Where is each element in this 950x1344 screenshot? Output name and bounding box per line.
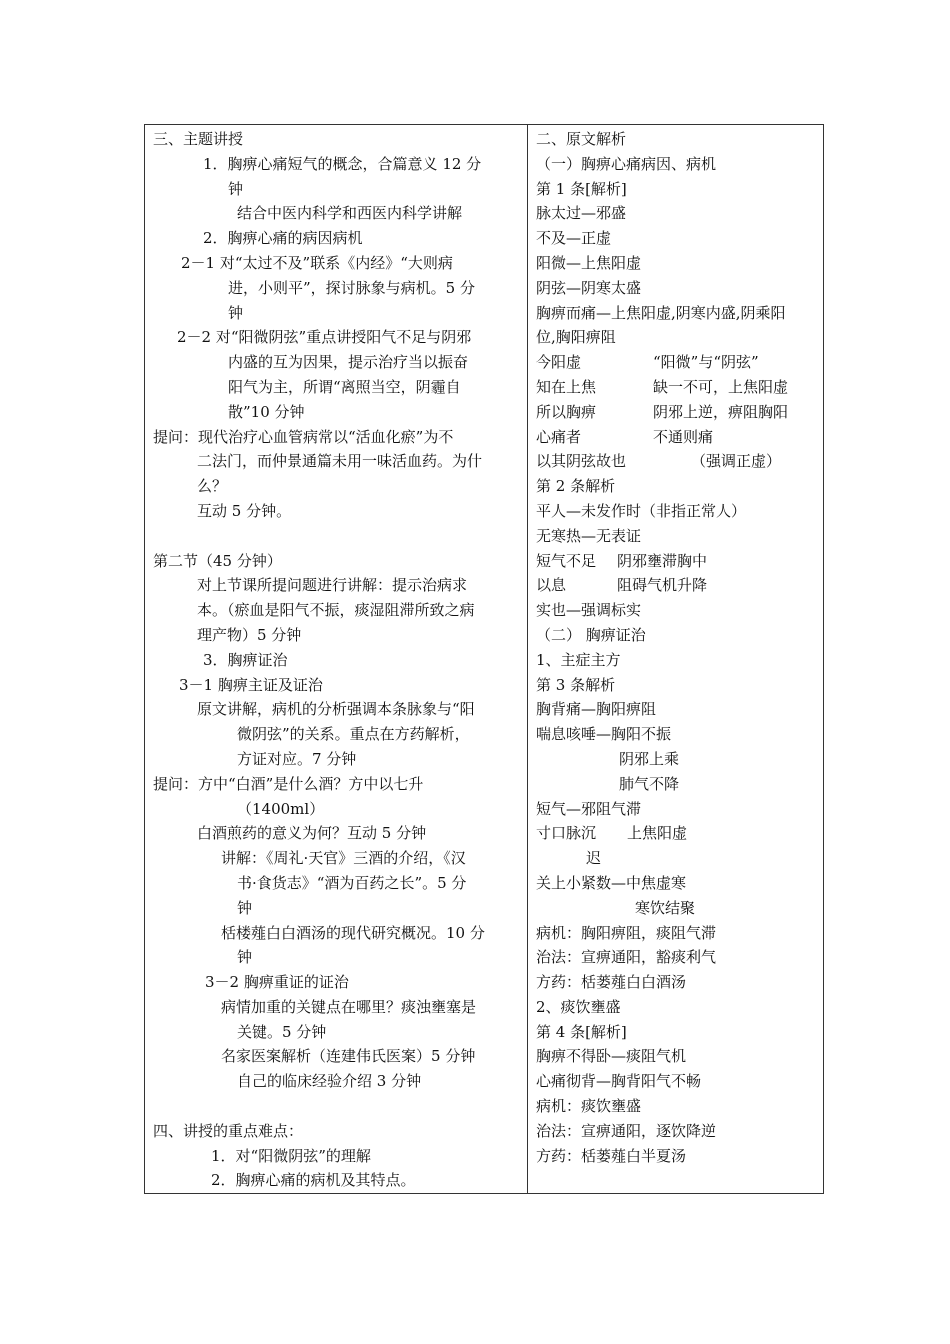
text-analysis-line <box>536 425 818 450</box>
text-analysis-line: 胸痹而痛—上焦阳虚,阴寒内盛,阴乘阳 <box>536 303 786 322</box>
text-analysis-line: 病机：胸阳痹阻，痰阻气滞 <box>536 923 717 942</box>
teaching-plan-line: 阳气为主，所谓“离照当空，阴霾自 <box>228 377 461 396</box>
teaching-plan-line: 名家医案解析（连建伟氏医案）5 分钟 <box>221 1047 476 1066</box>
text-analysis-line-right-part: （强调正虚） <box>691 452 782 471</box>
text-analysis-line-left-part: 以息 <box>536 576 567 595</box>
text-analysis-line-right-part: 不通则痛 <box>653 427 714 446</box>
teaching-plan-line: 本。（瘀血是阳气不振，痰湿阻滞所致之病 <box>197 601 475 620</box>
teaching-plan-line: 微阴弦”的关系。重点在方药解析， <box>237 725 470 744</box>
text-analysis-line: 心痛彻背—胸背阳气不畅 <box>536 1072 702 1091</box>
text-analysis-line-right-part: 缺一不可，上焦阳虚 <box>653 377 789 396</box>
teaching-plan-line: 理产物）5 分钟 <box>197 625 302 644</box>
teaching-plan-line: 2．胸痹心痛的病因病机 <box>203 229 363 248</box>
text-analysis-line <box>536 400 818 425</box>
text-analysis-line <box>536 821 818 846</box>
text-analysis-line: 不及—正虚 <box>536 229 612 248</box>
lesson-table <box>144 124 824 1194</box>
text-analysis-line <box>536 449 818 474</box>
text-analysis-line: 治法：宣痹通阳，逐饮降逆 <box>536 1121 717 1140</box>
text-analysis-line-right-part: 阴邪上逆，痹阻胸阳 <box>653 402 789 421</box>
text-analysis-line: 第 1 条[解析] <box>536 179 627 198</box>
text-analysis-line: 迟 <box>586 849 602 868</box>
teaching-plan-line: 钟 <box>228 179 244 198</box>
text-analysis-line <box>536 350 818 375</box>
text-analysis-line: 1、主症主方 <box>536 650 621 669</box>
teaching-plan-line: 第二节（45 分钟） <box>153 551 282 570</box>
teaching-plan-line: 栝楼薤白白酒汤的现代研究概况。10 分 <box>221 923 485 942</box>
teaching-plan-line: 自己的临床经验介绍 3 分钟 <box>237 1072 422 1091</box>
teaching-plan-line: 么？ <box>197 477 228 496</box>
text-analysis-line-left-part: 知在上焦 <box>536 377 597 396</box>
teaching-plan-line: 提问：现代治疗心血管病常以“活血化瘀”为不 <box>153 427 454 446</box>
teaching-plan-line: 1．胸痹心痛短气的概念，合篇意义 12 分 <box>203 154 482 173</box>
text-analysis-line-right-part: “阳微”与“阴弦” <box>653 353 759 372</box>
text-analysis-line: 喘息咳唾—胸阳不振 <box>536 725 672 744</box>
teaching-plan-line: 1．对“阳微阴弦”的理解 <box>211 1146 371 1165</box>
text-analysis-line-left-part: 以其阴弦故也 <box>536 452 627 471</box>
text-analysis-line: 阴弦—阴寒太盛 <box>536 278 642 297</box>
text-analysis-line: 肺气不降 <box>619 774 680 793</box>
teaching-plan-line: 3－1 胸痹主证及证治 <box>179 675 323 694</box>
text-analysis-line: 阳微—上焦阳虚 <box>536 253 642 272</box>
teaching-plan-line: 钟 <box>228 303 244 322</box>
teaching-plan-line: 互动 5 分钟。 <box>197 501 292 520</box>
text-analysis-line: 短气—邪阻气滞 <box>536 799 642 818</box>
teaching-plan-line: 三、主题讲授 <box>153 130 244 148</box>
text-analysis-line: （一）胸痹心痛病因、病机 <box>536 154 717 173</box>
teaching-plan-line: 原文讲解，病机的分析强调本条脉象与“阳 <box>197 700 475 719</box>
teaching-plan-line: 关键。5 分钟 <box>237 1022 327 1041</box>
text-analysis-line: 方药：栝蒌薤白白酒汤 <box>536 973 687 992</box>
teaching-plan-line: 2－1 对“太过不及”联系《内经》“大则病 <box>181 253 453 272</box>
text-analysis-line: 方药：栝蒌薤白半夏汤 <box>536 1146 687 1165</box>
teaching-plan-line: 二法门，而仲景通篇未用一味活血药。为什 <box>197 452 483 471</box>
text-analysis-line-left-part: 今阳虚 <box>536 353 582 372</box>
text-analysis-line: 病机：痰饮壅盛 <box>536 1097 642 1116</box>
teaching-plan-line: 3－2 胸痹重证的证治 <box>205 973 349 992</box>
teaching-plan-line: 书·食货志》“酒为百药之长”。5 分 <box>237 873 467 892</box>
text-analysis-line: 第 2 条解析 <box>536 477 616 496</box>
text-analysis-line <box>536 573 818 598</box>
text-analysis-line-right-part: 上焦阳虚 <box>627 824 688 843</box>
text-analysis-line-left-part: 寸口脉沉 <box>536 824 597 843</box>
text-analysis-line <box>536 375 818 400</box>
text-analysis-line: （二） 胸痹证治 <box>536 625 646 644</box>
text-analysis-line-right-part: 阻碍气机升降 <box>617 576 708 595</box>
teaching-plan-line: 方证对应。7 分钟 <box>237 749 357 768</box>
column-divider <box>527 125 528 1193</box>
text-analysis-line: 二、原文解析 <box>536 130 627 148</box>
teaching-plan-line: 3．胸痹证治 <box>203 650 288 669</box>
text-analysis-line: 寒饮结聚 <box>635 898 696 917</box>
teaching-plan-line: （1400ml） <box>237 799 325 818</box>
teaching-plan-line: 2－2 对“阳微阴弦”重点讲授阳气不足与阴邪 <box>177 328 472 347</box>
teaching-plan-line: 讲解：《周礼·天官》三酒的介绍，《汉 <box>221 849 466 868</box>
text-analysis-line: 2、痰饮壅盛 <box>536 997 621 1016</box>
text-analysis-line: 治法：宣痹通阳，豁痰利气 <box>536 948 717 967</box>
text-analysis-line: 位,胸阳痹阻 <box>536 328 616 347</box>
text-analysis-line-left-part: 心痛者 <box>536 427 582 446</box>
text-analysis-line: 阴邪上乘 <box>619 749 680 768</box>
teaching-plan-line: 病情加重的关键点在哪里？痰浊壅塞是 <box>221 997 477 1016</box>
teaching-plan-line: 内盛的互为因果，提示治疗当以振奋 <box>228 353 469 372</box>
text-analysis-line: 平人—未发作时（非指正常人） <box>536 501 747 520</box>
teaching-plan-line: 结合中医内科学和西医内科学讲解 <box>237 204 463 223</box>
left-column-teaching-plan <box>153 127 519 1193</box>
blank-line <box>153 1094 519 1119</box>
teaching-plan-line: 钟 <box>237 898 253 917</box>
teaching-plan-line: 四、讲授的重点难点： <box>153 1121 304 1140</box>
text-analysis-line-left-part: 短气不足 <box>536 551 597 570</box>
teaching-plan-line: 进，小则平”，探讨脉象与病机。5 分 <box>228 278 475 297</box>
teaching-plan-line: 钟 <box>237 948 253 967</box>
text-analysis-line: 脉太过—邪盛 <box>536 204 627 223</box>
blank-line <box>153 524 519 549</box>
teaching-plan-line: 散”10 分钟 <box>228 402 305 421</box>
text-analysis-line: 胸痹不得卧—痰阻气机 <box>536 1047 687 1066</box>
teaching-plan-line: 白酒煎药的意义为何？互动 5 分钟 <box>197 824 427 843</box>
text-analysis-line <box>536 549 818 574</box>
right-column-text-analysis <box>536 127 818 1168</box>
text-analysis-line: 关上小紧数—中焦虚寒 <box>536 873 687 892</box>
teaching-plan-line: 2．胸痹心痛的病机及其特点。 <box>211 1171 416 1190</box>
text-analysis-line: 实也—强调标实 <box>536 601 642 620</box>
text-analysis-line-left-part: 所以胸痹 <box>536 402 597 421</box>
text-analysis-line: 胸背痛—胸阳痹阻 <box>536 700 657 719</box>
text-analysis-line: 第 3 条解析 <box>536 675 616 694</box>
text-analysis-line: 第 4 条[解析] <box>536 1022 627 1041</box>
teaching-plan-line: 提问：方中“白酒”是什么酒？方中以七升 <box>153 774 424 793</box>
text-analysis-line-right-part: 阴邪壅滞胸中 <box>617 551 708 570</box>
teaching-plan-line: 对上节课所提问题进行讲解：提示治病求 <box>197 576 468 595</box>
text-analysis-line: 无寒热—无表证 <box>536 526 642 545</box>
